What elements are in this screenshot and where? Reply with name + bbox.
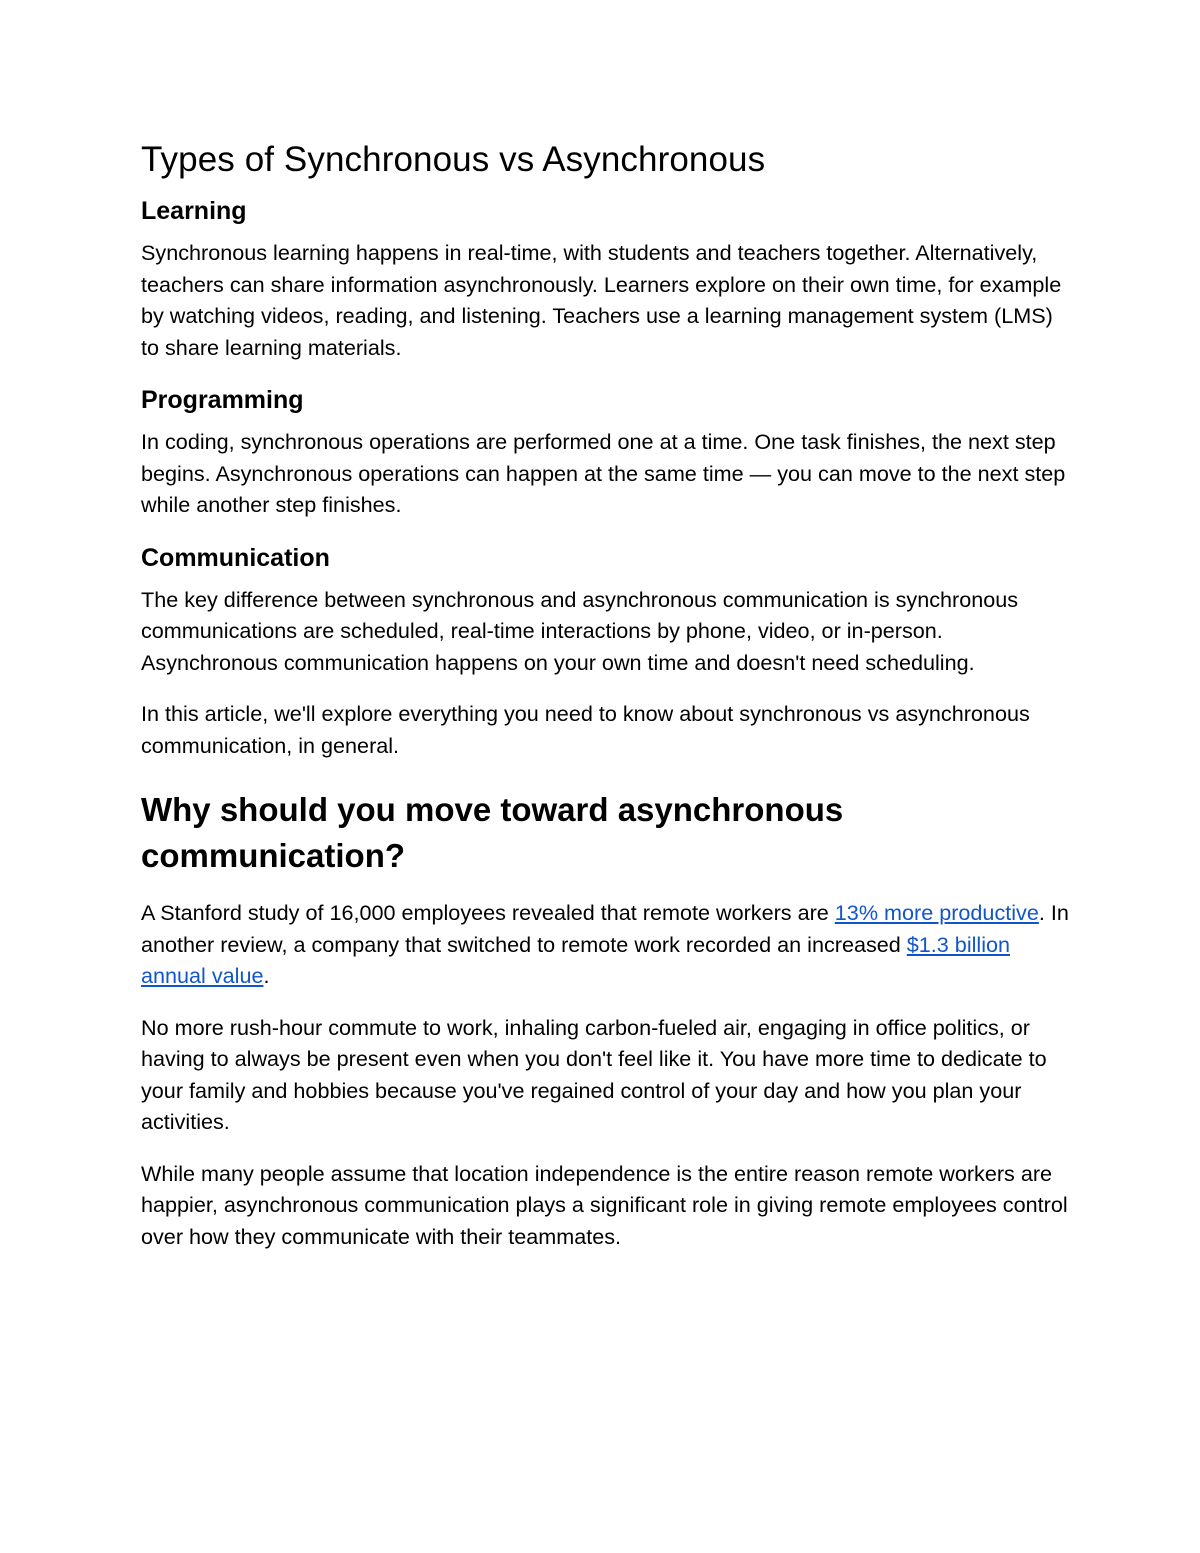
section-text-learning: Synchronous learning happens in real-time, with students and teachers together. Alternatively, teachers can share information asynchronously. Learners explore on their own time, for example by watching videos, reading, and listening. Teachers use a learning management system (LMS) to share learning materials.	[141, 240, 1062, 360]
stanford-text-part2: . In another review, a company that switched to remote work recorded an increased	[141, 900, 1069, 957]
productivity-link[interactable]: 13% more productive	[834, 900, 1039, 925]
section-heading-communication: Communication	[141, 543, 330, 572]
section-heading-learning: Learning	[141, 197, 247, 225]
section-text-communication: The key difference between synchronous and asynchronous communication is synchronous communications are scheduled, real-time interactions by phone, video, or in-person. Asynchronous communication happens on your own time and doesn't need scheduling.	[141, 586, 1019, 675]
section-heading-programming: Programming	[141, 386, 304, 414]
intro-closing-paragraph: In this article, we'll explore everything you need to know about synchronous vs asynchronous communication, in general.	[141, 701, 1030, 758]
stanford-text-part3: .	[263, 963, 270, 988]
why-heading: Why should you move toward asynchronous communication?	[141, 791, 844, 874]
stanford-text-part1: A Stanford study of 16,000 employees revealed that remote workers are	[141, 900, 835, 925]
commute-paragraph: No more rush-hour commute to work, inhaling carbon-fueled air, engaging in office politics, or having to always be present even when you don't feel like it. You have more time to dedicate to your family and hobbies because you've regained control of your day and how you plan your activities.	[141, 1014, 1047, 1134]
document-page	[141, 136, 1071, 1272]
location-paragraph: While many people assume that location independence is the entire reason remote workers are happier, asynchronous communication plays a significant role in giving remote employees control over how they communicate with their teammates.	[141, 1160, 1068, 1249]
annual-value-link[interactable]: $1.3 billion annual value	[141, 931, 1011, 988]
stanford-paragraph	[141, 897, 1071, 992]
page-title: Types of Synchronous vs Asynchronous	[141, 140, 766, 179]
section-text-programming: In coding, synchronous operations are performed one at a time. One task finishes, the next step begins. Asynchronous operations can happen at the same time — you can move to the next step while another step finishes.	[141, 429, 1066, 517]
